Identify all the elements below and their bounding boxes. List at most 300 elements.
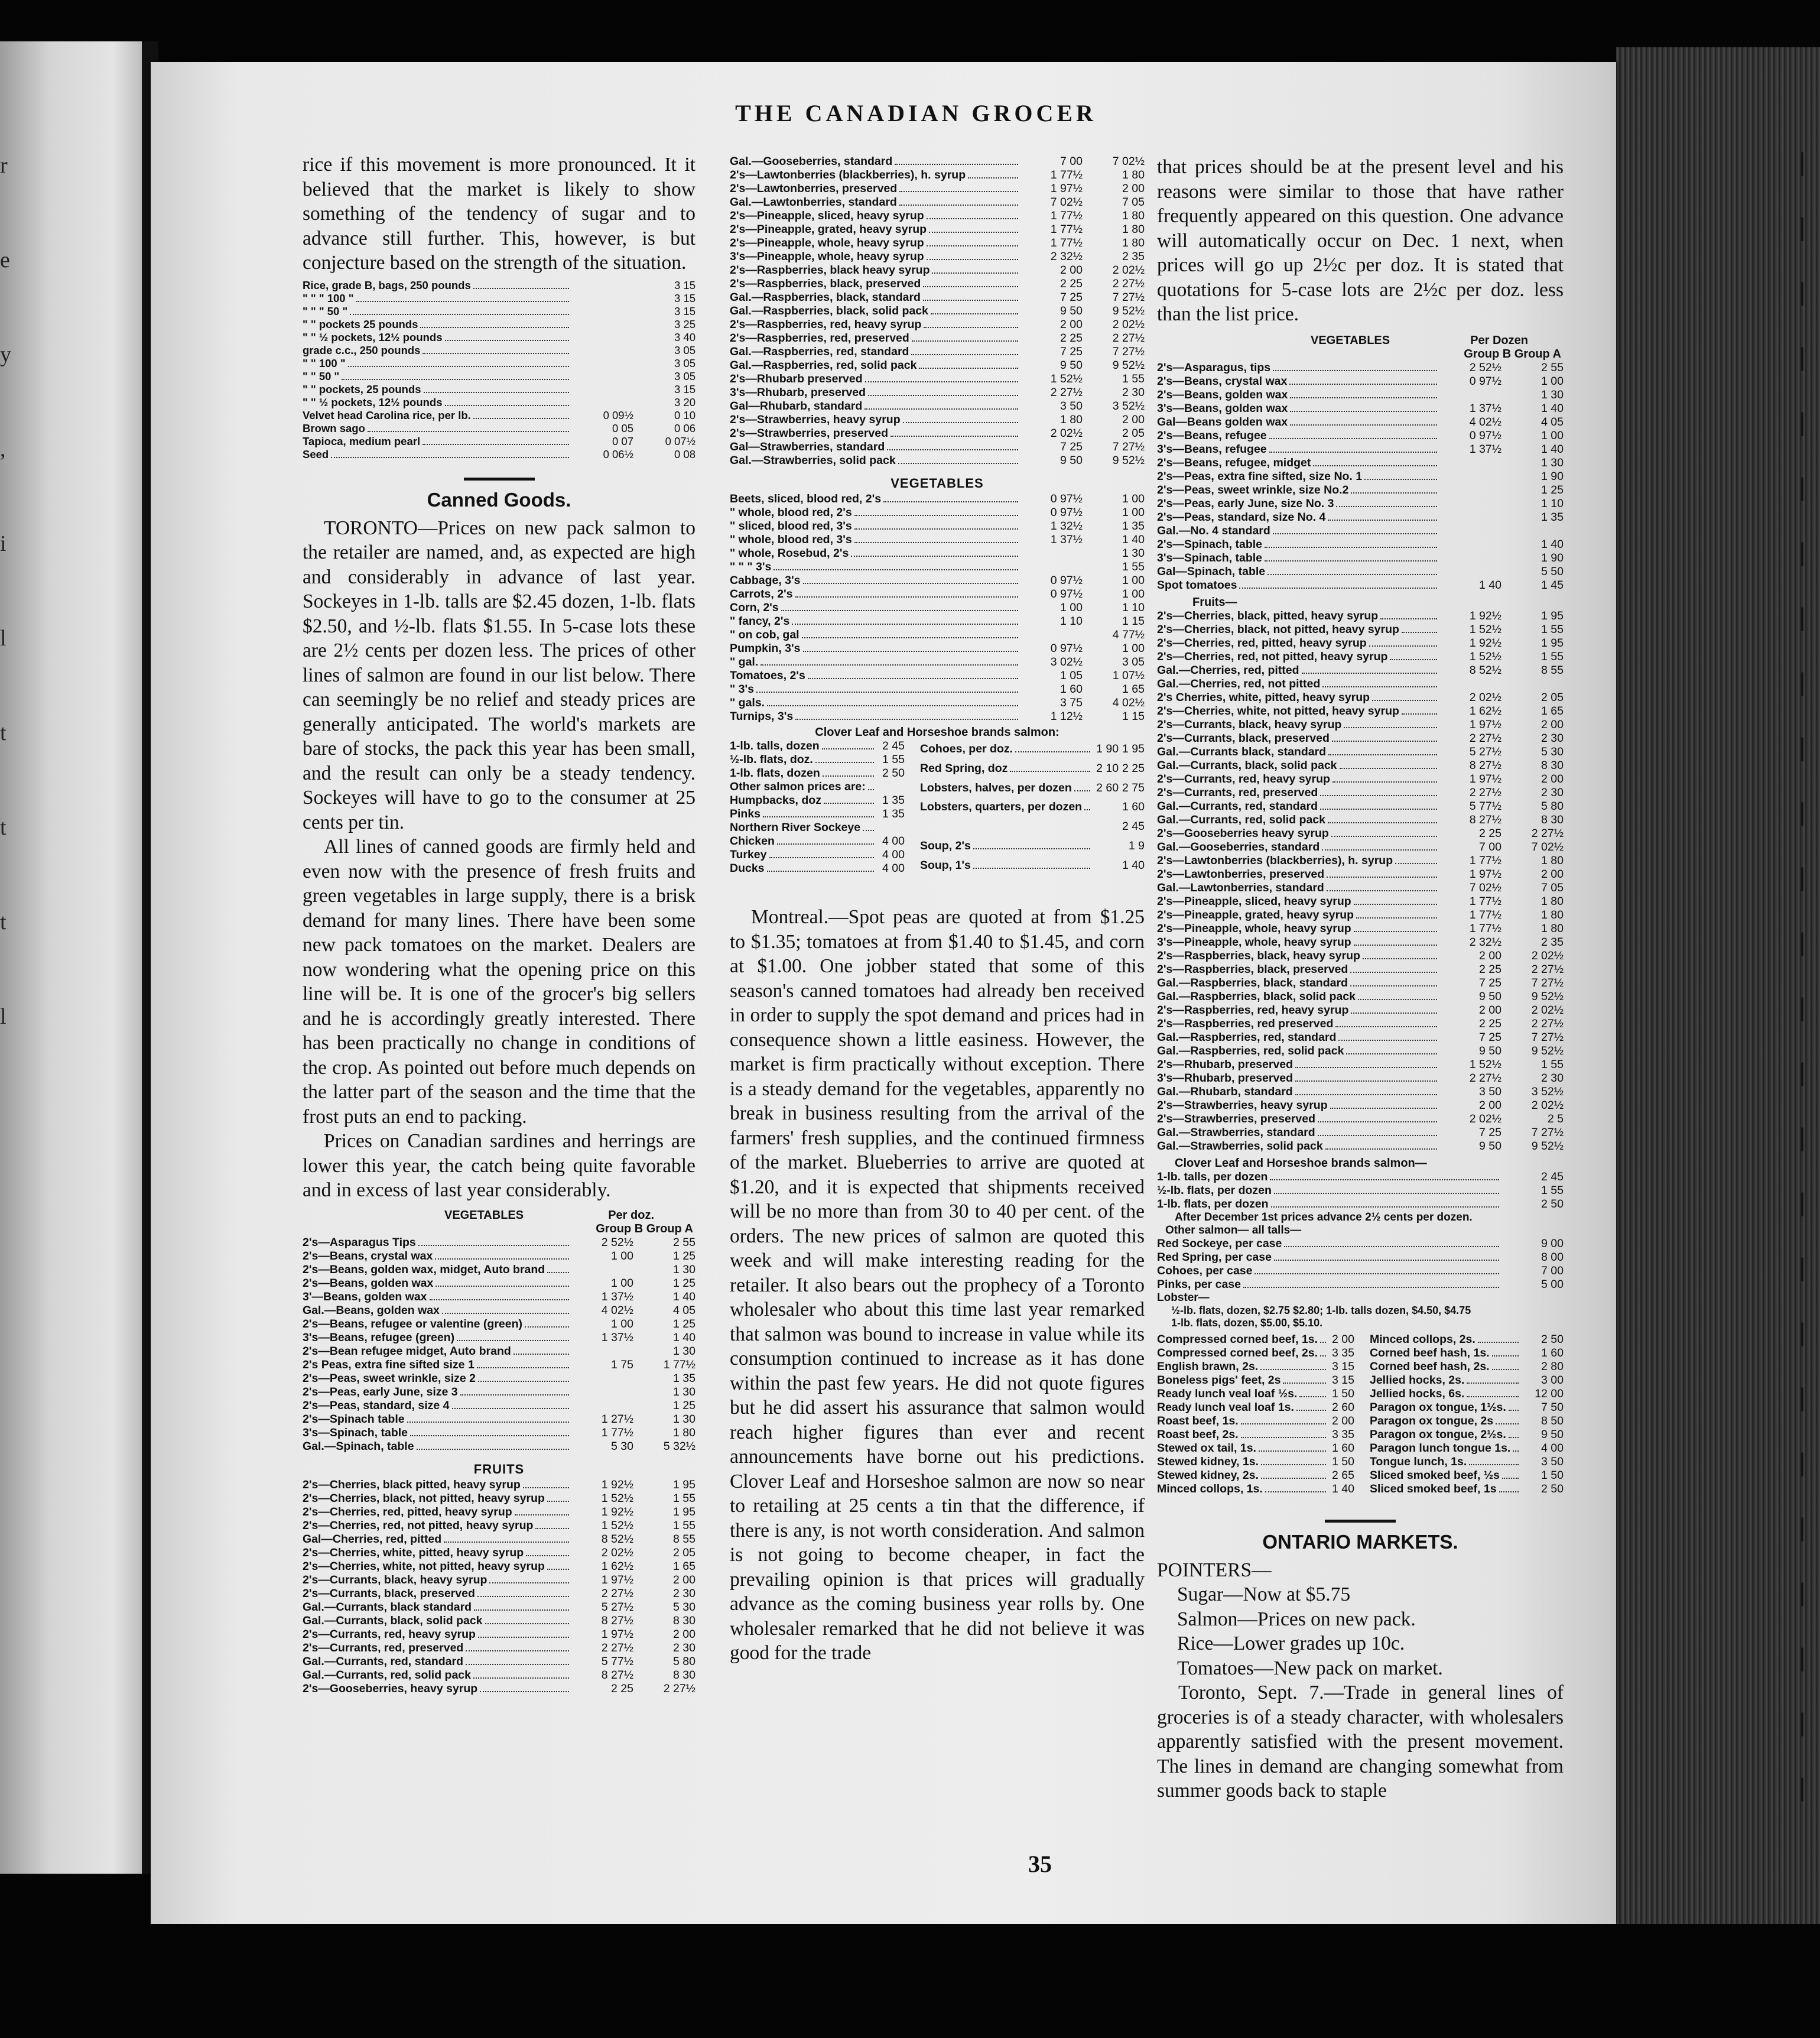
price-b: 9 52½ — [1112, 359, 1145, 372]
price-b: 1 30 — [673, 1263, 696, 1276]
item-name: 2's—Beans, golden wax — [1157, 388, 1439, 402]
price-a: 1 60 — [1060, 683, 1083, 696]
table-row — [1157, 470, 1564, 483]
item-name: Ready lunch veal loaf ½s. — [1157, 1387, 1328, 1401]
price-b: 1 55 — [1541, 1183, 1564, 1197]
price-b: 2 35 — [1541, 935, 1564, 949]
table-row — [303, 1385, 696, 1399]
table-row — [1157, 773, 1564, 786]
price-a: 2 25 — [1479, 826, 1502, 840]
price-a: 1 77½ — [1469, 894, 1502, 908]
price-a — [571, 1372, 633, 1385]
margin-mark: | — [1795, 1644, 1810, 1672]
price-a — [1093, 856, 1119, 875]
table-row — [303, 1372, 696, 1385]
price-b: 4 05 — [1541, 415, 1564, 429]
price-a: 1 00 — [611, 1276, 633, 1290]
table-row — [730, 780, 905, 794]
price-a: 2 00 — [1479, 1098, 1502, 1112]
price-a: 9 50 — [1479, 1139, 1502, 1153]
price-b: 1 55 — [1541, 650, 1564, 663]
price-a — [1020, 547, 1083, 560]
price-a: 1 35 — [882, 807, 905, 820]
item-name: 2's—Cherries, red, pitted, heavy syrup — [303, 1505, 571, 1519]
salmon-brands-heading-3: Clover Leaf and Horseshoe brands salmon— — [1175, 1156, 1427, 1170]
table-row — [1157, 1072, 1564, 1085]
price-a: 0 97½ — [1050, 506, 1083, 519]
table-row — [1157, 949, 1564, 963]
price-b: 1 00 — [1122, 588, 1145, 601]
price-b: 8 55 — [1541, 663, 1564, 677]
item-name: " " 50 " — [303, 370, 571, 383]
price-b: 1 35 — [673, 1371, 696, 1385]
table-row — [730, 739, 905, 753]
price-b: 1 30 — [1541, 456, 1564, 469]
item-name: 1-lb. talls, per dozen — [1157, 1170, 1502, 1184]
table-row — [730, 520, 1145, 533]
price-b: 1 25 — [1541, 483, 1564, 496]
price-a: 1 60 — [1332, 1441, 1354, 1455]
margin-mark: | — [1795, 214, 1810, 241]
price-b: 1 55 — [1541, 1057, 1564, 1071]
item-name: 2's—Asparagus, tips — [1157, 361, 1439, 375]
table-row — [303, 1519, 696, 1533]
item-name: " whole, blood red, 2's — [730, 506, 1020, 520]
price-b: 2 27½ — [663, 1682, 696, 1695]
table-row — [303, 1573, 696, 1587]
price-b: 1 80 — [1541, 894, 1564, 908]
item-name: 2's—Currants, red, preserved — [303, 1641, 571, 1655]
price-a: 3 02½ — [1050, 655, 1083, 668]
item-name: 2's—Gooseberries, heavy syrup — [303, 1682, 571, 1696]
margin-mark: | — [1795, 1384, 1810, 1411]
table-row — [730, 291, 1145, 304]
price-a: 1 97½ — [1469, 772, 1502, 786]
price-a: 2 00 — [1060, 318, 1083, 331]
price-a — [571, 331, 633, 344]
price-b: 1 00 — [1541, 374, 1564, 388]
price-b: 1 55 — [673, 1518, 696, 1532]
table-row — [1157, 936, 1564, 949]
price-a: 0 97½ — [1050, 574, 1083, 587]
price-a: 1 52½ — [1469, 650, 1502, 663]
sardines-paragraph: Prices on Canadian sardines and herrings are lower this year, the catch being quite favorable and in excess of last year considerably. — [303, 1130, 696, 1201]
price-b: 2 27½ — [1531, 1017, 1564, 1030]
item-name: Turnips, 3's — [730, 710, 1020, 723]
item-name: Gal.—Gooseberries, standard — [730, 155, 1020, 168]
item-name: 2's—Pineapple, sliced, heavy syrup — [1157, 895, 1439, 908]
table-row — [1370, 1360, 1564, 1374]
table-row — [1157, 1414, 1354, 1428]
item-name: Gal.—Beans, golden wax — [303, 1304, 571, 1317]
price-a: 2 10 — [1096, 761, 1119, 775]
price-a: 3 50 — [1541, 1455, 1564, 1468]
price-b: 1 65 — [1122, 683, 1145, 696]
table-row — [303, 1399, 696, 1413]
table-row — [303, 1601, 696, 1614]
price-a: 2 02½ — [1469, 690, 1502, 704]
price-a: 1 92½ — [601, 1505, 633, 1518]
price-b: 3 15 — [674, 382, 696, 395]
item-name: Lobsters, quarters, per dozen — [920, 798, 1093, 817]
item-name: Seed — [303, 448, 571, 461]
item-name: 2's—Currants, red, preserved — [1157, 786, 1439, 800]
item-name: Cabbage, 3's — [730, 574, 1020, 588]
table-row — [730, 492, 1145, 506]
price-a — [571, 370, 633, 383]
price-b: 1 80 — [1122, 236, 1145, 249]
table-row — [920, 836, 1145, 856]
price-b: 1 60 — [1122, 800, 1145, 814]
margin-mark: | — [1795, 149, 1810, 176]
item-name: 2's—Raspberries, black, preserved — [730, 277, 1020, 291]
item-name: 2's—Cherries, white, pitted, heavy syrup — [303, 1546, 571, 1560]
price-b: 9 00 — [1541, 1237, 1564, 1250]
price-a — [1439, 456, 1502, 470]
price-a: 2 52½ — [1469, 361, 1502, 374]
price-a: 0 97½ — [1050, 492, 1083, 505]
price-b: 3 05 — [674, 369, 696, 382]
margin-mark: | — [1795, 1254, 1810, 1281]
facing-page-left — [0, 41, 142, 1874]
price-b: 2 27½ — [1112, 277, 1145, 290]
item-name: Corned beef hash, 2s. — [1370, 1360, 1521, 1374]
item-name: " " 100 " — [303, 357, 571, 370]
price-b: 4 77½ — [1112, 628, 1145, 641]
price-a: 2 27½ — [601, 1641, 633, 1654]
price-a: 3 50 — [1060, 400, 1083, 413]
table-row — [1370, 1401, 1564, 1414]
item-name: Spot tomatoes — [1157, 579, 1439, 592]
price-a — [1439, 511, 1502, 524]
price-a: 1 52½ — [601, 1518, 633, 1532]
table-row — [303, 1304, 696, 1317]
price-a — [571, 1345, 633, 1358]
price-b: 3 25 — [674, 317, 696, 330]
item-name: Cohoes, per doz. — [920, 739, 1093, 759]
price-a: 2 27½ — [1469, 731, 1502, 745]
item-name: 2's Cherries, white, pitted, heavy syrup — [1157, 691, 1439, 705]
price-b: 2 30 — [673, 1586, 696, 1600]
price-b: 1 95 — [1541, 636, 1564, 650]
table-row — [1370, 1346, 1564, 1360]
price-a: 3 50 — [1479, 1085, 1502, 1098]
item-name: Gal.—No. 4 standard — [1157, 524, 1439, 538]
pointers-label: POINTERS— — [1157, 1559, 1272, 1581]
item-name: Stewed kidney, 1s. — [1157, 1455, 1328, 1469]
price-a: 2 50 — [1541, 1482, 1564, 1495]
meats-table-right — [1370, 1333, 1564, 1496]
table-row — [1157, 1346, 1354, 1360]
price-a: 1 00 — [1060, 601, 1083, 614]
item-name: 2's—Cherries, red, not pitted, heavy syrup — [303, 1519, 571, 1533]
table-row — [1157, 497, 1564, 511]
item-name: Minced collops, 2s. — [1370, 1333, 1521, 1346]
price-b: 1 10 — [1122, 601, 1145, 614]
item-name: 3'—Beans, golden wax — [303, 1290, 571, 1304]
table-row — [1157, 1401, 1354, 1414]
price-b: 8 30 — [673, 1668, 696, 1682]
table-row — [730, 669, 1145, 683]
table-row — [303, 1263, 696, 1277]
item-name: Corned beef hash, 1s. — [1370, 1346, 1521, 1360]
group-header-3: Group B Group A — [1464, 347, 1561, 361]
price-a: 1 77½ — [1050, 168, 1083, 181]
price-b: 1 90 — [1541, 469, 1564, 483]
table-row — [303, 1669, 696, 1682]
margin-mark: | — [1795, 929, 1810, 956]
price-b: 1 55 — [1122, 372, 1145, 385]
item-name: Tomatoes, 2's — [730, 669, 1020, 683]
item-name: 2's—Bean refugee midget, Auto brand — [303, 1345, 571, 1358]
price-b: 9 52½ — [1531, 989, 1564, 1003]
price-a: 1 97½ — [1469, 718, 1502, 731]
table-row — [1157, 1333, 1354, 1346]
item-name: Gal—Cherries, red, pitted — [303, 1533, 571, 1546]
item-name: Gal.—Spinach, table — [303, 1440, 571, 1453]
item-name: 2's—Rhubarb preserved — [730, 372, 1020, 386]
item-name: Gal.—Currants, red, solid pack — [303, 1669, 571, 1682]
price-a — [571, 1385, 633, 1399]
table-row — [1157, 718, 1564, 732]
item-name: 2's—Pineapple, sliced, heavy syrup — [730, 209, 1020, 223]
toronto-canned-paragraph: TORONTO—Prices on new pack salmon to the retailer are named, and, as expected are high and considerably in advance of last year. Sockeyes in 1-lb. talls are $2.45 dozen, 1-lb. flats $2.50, and ½-lb. flats $1.55. In 5-case lots these are 2½ cents per dozen less. The prices of other lines of salmon are found in our list below. There can seemingly be no relief and steady prices are generally anticipated. The world's markets are bare of stocks, the pack this year has been small, and the result can only be a steady tendency. Sockeyes will have to go to the consumer at 25 cents per tin. — [303, 517, 696, 833]
price-a: 1 97½ — [601, 1627, 633, 1641]
price-a: 2 25 — [1060, 277, 1083, 290]
price-a: 2 27½ — [1050, 386, 1083, 399]
rice-intro-paragraph: rice if this movement is more pronounced. It it believed that the market is likely to show something of the tendency of sugar and to advance still further. This, however, is but conjecture based on the strength of the situation. — [303, 154, 696, 274]
vegetables-price-table — [303, 1236, 696, 1453]
item-name: Gal—Strawberries, standard — [730, 440, 1020, 454]
price-a: 1 10 — [1060, 615, 1083, 628]
margin-mark: | — [1795, 279, 1810, 306]
item-name: Gal—Rhubarb, standard — [730, 400, 1020, 413]
table-row — [730, 615, 1145, 628]
table-row — [730, 223, 1145, 236]
price-b: 5 32½ — [663, 1439, 696, 1453]
item-name: 2's—Strawberries, heavy syrup — [1157, 1099, 1439, 1112]
other-salmon-label: Other salmon— all talls— — [1165, 1224, 1302, 1237]
item-name: 1-lb. flats, dozen — [730, 767, 876, 780]
price-a: 1 35 — [882, 794, 905, 807]
price-a: 2 27½ — [1469, 786, 1502, 799]
item-name: 2's—Peas, early June, size No. 3 — [1157, 497, 1439, 511]
table-row — [920, 817, 1145, 836]
price-b: 1 25 — [673, 1398, 696, 1412]
item-name: English brawn, 2s. — [1157, 1360, 1328, 1374]
price-a: 5 27½ — [1469, 745, 1502, 758]
table-row — [303, 1345, 696, 1358]
price-a: 2 32½ — [1469, 935, 1502, 949]
table-row — [730, 794, 905, 807]
table-row — [730, 155, 1145, 168]
margin-mark: | — [1795, 1124, 1810, 1151]
price-a: 1 50 — [1332, 1455, 1354, 1468]
price-a — [1093, 836, 1119, 856]
item-name: " on cob, gal — [730, 628, 1020, 642]
left-edge-char: e — [0, 248, 10, 272]
price-b: 2 5 — [1547, 1112, 1564, 1125]
item-name: 2's—Cherries, white, not pitted, heavy syrup — [1157, 705, 1439, 718]
price-b: 2 02½ — [1112, 318, 1145, 331]
price-b: 1 25 — [673, 1249, 696, 1263]
price-a — [876, 821, 905, 835]
price-a: 2 60 — [1096, 781, 1119, 794]
margin-mark: | — [1795, 1514, 1810, 1542]
price-b: 2 00 — [673, 1627, 696, 1641]
price-b: 1 55 — [673, 1491, 696, 1505]
table-row — [730, 168, 1145, 182]
item-name: Gal.—Currants black, standard — [1157, 745, 1439, 759]
table-row — [1157, 1058, 1564, 1072]
table-row — [1157, 1469, 1354, 1482]
price-b: 1 35 — [1122, 520, 1145, 533]
price-a: 4 02½ — [601, 1303, 633, 1317]
fruits-label: Fruits— — [1192, 595, 1237, 609]
price-a: 2 60 — [1332, 1400, 1354, 1414]
price-a — [1020, 560, 1083, 574]
price-b: 1 00 — [1122, 492, 1145, 505]
table-row — [920, 798, 1145, 817]
price-a — [1439, 483, 1502, 497]
table-row — [730, 574, 1145, 588]
item-name: 2's—Pineapple, whole, heavy syrup — [1157, 922, 1439, 936]
price-b: 9 52½ — [1531, 1139, 1564, 1153]
pointers-list — [1157, 1582, 1564, 1680]
price-a: 7 02½ — [1469, 881, 1502, 894]
item-name: 2's—Raspberries, black, heavy syrup — [1157, 949, 1439, 963]
margin-mark: | — [1795, 539, 1810, 566]
table-row — [303, 1426, 696, 1440]
item-name: 2's—Beans, refugee or valentine (green) — [303, 1317, 571, 1331]
price-b: 5 50 — [1541, 564, 1564, 578]
table-row — [1157, 623, 1564, 637]
item-name: 2's—Raspberries, red, preserved — [730, 332, 1020, 345]
price-b: 2 27½ — [1112, 332, 1145, 345]
price-a: 7 50 — [1541, 1400, 1564, 1414]
price-b: 8 30 — [1541, 813, 1564, 826]
item-name: Gal.—Currants, red, solid pack — [1157, 813, 1439, 827]
price-a: 8 27½ — [601, 1668, 633, 1682]
price-b: 1 80 — [1122, 209, 1145, 222]
price-b: 7 05 — [1122, 196, 1145, 209]
item-name: 2's—Raspberries, red, heavy syrup — [1157, 1004, 1439, 1017]
price-a — [571, 1263, 633, 1277]
price-a: 1 55 — [882, 753, 905, 766]
item-name: 2's—Beans, refugee, midget — [1157, 456, 1439, 470]
table-row — [303, 344, 696, 357]
table-row — [730, 807, 905, 821]
price-b: 1 95 — [673, 1478, 696, 1491]
table-row — [1157, 429, 1564, 443]
price-b: 1 65 — [673, 1559, 696, 1573]
price-a — [571, 279, 633, 292]
item-name: 2's—Raspberries, red, heavy syrup — [730, 318, 1020, 332]
item-name: 2's—Peas, sweet wrinkle, size No.2 — [1157, 483, 1439, 497]
price-a: 1 92½ — [1469, 636, 1502, 650]
left-edge-char: r — [0, 153, 8, 178]
price-b: 1 90 — [1541, 551, 1564, 564]
price-a: 2 52½ — [601, 1235, 633, 1249]
price-b: 2 30 — [1541, 786, 1564, 799]
table-row — [303, 1614, 696, 1628]
table-row — [1370, 1414, 1564, 1428]
price-a — [1093, 798, 1119, 817]
item-name: Tapioca, medium pearl — [303, 435, 571, 448]
table-row — [1157, 1126, 1564, 1140]
table-row — [730, 400, 1145, 413]
meats-table-left — [1157, 1333, 1354, 1496]
table-row — [303, 1440, 696, 1453]
price-a — [1439, 551, 1502, 565]
item-name: Gal.—Lawtonberries, standard — [1157, 881, 1439, 895]
right-margin-marks — [1795, 130, 1809, 1820]
table-row — [730, 413, 1145, 427]
table-row — [303, 1560, 696, 1573]
price-b: 1 80 — [1541, 908, 1564, 921]
item-name: Gal.—Rhubarb, standard — [1157, 1085, 1439, 1099]
item-name: Gal.—Lawtonberries, standard — [730, 196, 1020, 209]
item-name: Northern River Sockeye — [730, 821, 876, 835]
price-a — [1439, 677, 1502, 691]
salmon-price-table-3 — [1157, 1170, 1564, 1211]
price-b: 1 00 — [1122, 642, 1145, 655]
price-a — [571, 383, 633, 396]
table-row — [1157, 691, 1564, 705]
item-name: Gal.—Raspberries, red, standard — [1157, 1031, 1439, 1044]
price-a: 8 27½ — [1469, 758, 1502, 772]
table-row — [1157, 868, 1564, 881]
table-row — [1157, 402, 1564, 416]
price-b: 1 95 — [1541, 609, 1564, 622]
item-name: Gal.—Strawberries, standard — [1157, 1126, 1439, 1140]
price-a — [1439, 565, 1502, 579]
item-name: 2's—Lawtonberries (blackberries), h. syrup — [730, 168, 1020, 182]
price-a: 2 65 — [1332, 1468, 1354, 1482]
price-a: 0 09½ — [603, 408, 633, 421]
table-row — [1157, 1251, 1564, 1264]
price-a: 1 77½ — [1469, 921, 1502, 935]
table-row — [1157, 650, 1564, 664]
left-edge-char: t — [0, 910, 6, 934]
book-page-edges — [1616, 47, 1820, 1951]
item-name: Gal.—Raspberries, black, solid pack — [1157, 990, 1439, 1004]
price-a: 0 06½ — [603, 447, 633, 460]
left-edge-char: t — [0, 815, 6, 840]
price-a: 1 60 — [1541, 1346, 1564, 1359]
table-row — [1157, 976, 1564, 990]
price-a: 5 77½ — [601, 1654, 633, 1668]
item-name: Gal.—Currants, black, solid pack — [1157, 759, 1439, 773]
table-row — [730, 318, 1145, 332]
margin-mark: | — [1795, 799, 1810, 826]
margin-mark: | — [1795, 1059, 1810, 1086]
item-name: " " ½ pockets, 12½ pounds — [303, 331, 571, 344]
price-b: 1 80 — [1541, 854, 1564, 867]
table-row — [303, 409, 696, 422]
price-b: 2 00 — [1541, 772, 1564, 786]
price-b: 2 00 — [1122, 182, 1145, 195]
item-name: 2's—Beans, crystal wax — [1157, 375, 1439, 388]
table-row — [1157, 1170, 1564, 1184]
section-rule-2 — [1325, 1520, 1396, 1523]
item-name: Gal—Beans golden wax — [1157, 416, 1439, 429]
price-a: 1 37½ — [1050, 533, 1083, 546]
price-a: 9 50 — [1479, 1044, 1502, 1057]
price-a — [571, 396, 633, 409]
price-a: 8 50 — [1541, 1414, 1564, 1427]
table-row — [730, 753, 905, 767]
